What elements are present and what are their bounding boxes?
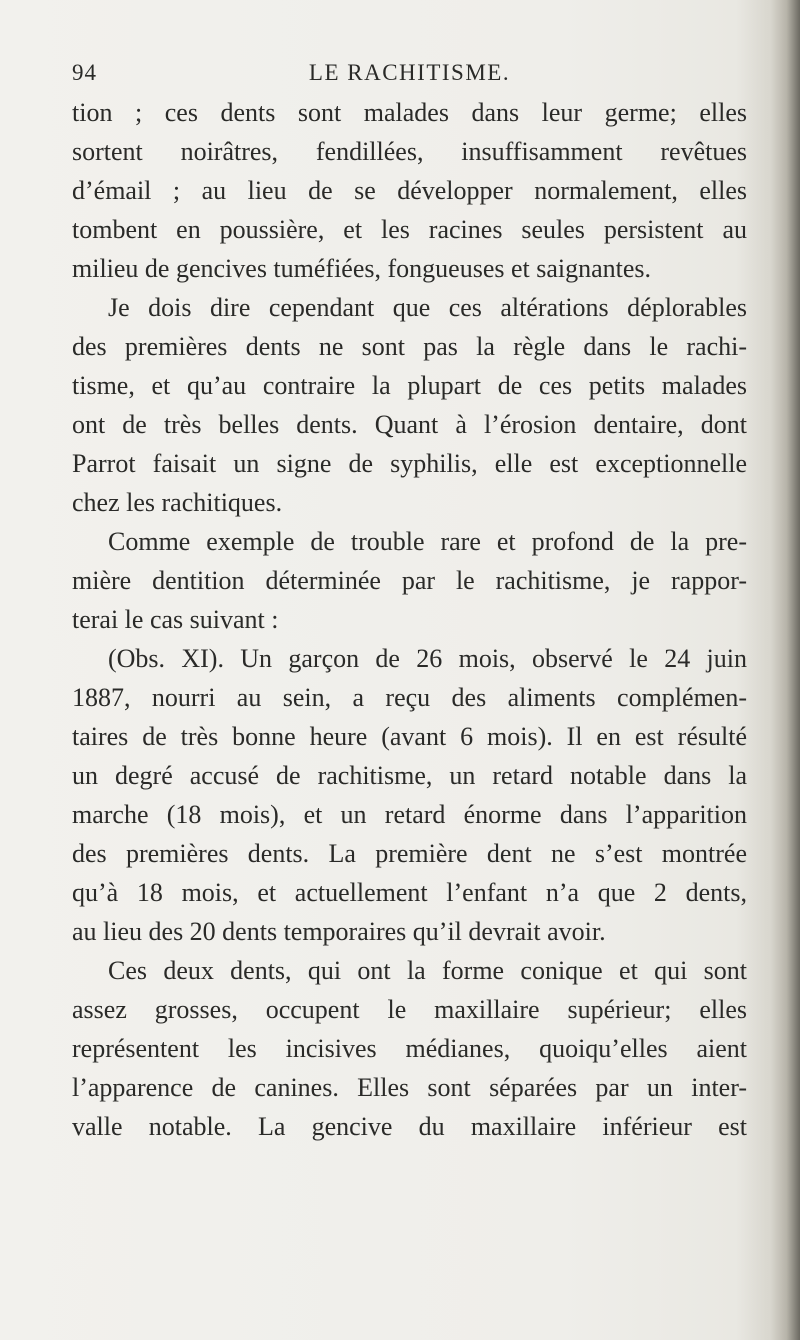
text-line: ont de très belles dents. Quant à l’érosion dentaire, dont: [72, 410, 747, 439]
text-line: représentent les incisives médianes, quoiqu’elles aient: [72, 1034, 747, 1063]
running-head: [72, 60, 747, 90]
text-line: Ces deux dents, qui ont la forme conique et qui sont: [108, 956, 747, 985]
text-line: Parrot faisait un signe de syphilis, elle est exceptionnelle: [72, 449, 747, 478]
text-line: d’émail ; au lieu de se développer normalement, elles: [72, 176, 747, 205]
text-line: assez grosses, occupent le maxillaire supérieur; elles: [72, 995, 747, 1024]
text-line: valle notable. La gencive du maxillaire inférieur est: [72, 1112, 747, 1141]
text-line: terai le cas suivant :: [72, 605, 279, 634]
text-line: taires de très bonne heure (avant 6 mois). Il en est résulté: [72, 722, 747, 751]
text-line: tion ; ces dents sont malades dans leur germe; elles: [72, 98, 747, 127]
text-line: 1887, nourri au sein, a reçu des aliments complémen-: [72, 683, 747, 712]
text-line: l’apparence de canines. Elles sont séparées par un inter-: [72, 1073, 747, 1102]
page-edge-shadow: [770, 0, 800, 1340]
running-title: LE RACHITISME.: [308, 60, 511, 85]
page-number: 94: [72, 60, 97, 85]
text-line: sortent noirâtres, fendillées, insuffisamment revêtues: [72, 137, 747, 166]
text-line: (Obs. XI). Un garçon de 26 mois, observé le 24 juin: [108, 644, 747, 673]
text-line: marche (18 mois), et un retard énorme dans l’apparition: [72, 800, 747, 829]
text-line: des premières dents. La première dent ne s’est montrée: [72, 839, 747, 868]
text-line: Comme exemple de trouble rare et profond de la pre-: [108, 527, 747, 556]
text-line: chez les rachitiques.: [72, 488, 283, 517]
text-line: tombent en poussière, et les racines seules persistent au: [72, 215, 747, 244]
text-line: un degré accusé de rachitisme, un retard notable dans la: [72, 761, 747, 790]
text-line: Je dois dire cependant que ces altérations déplorables: [108, 293, 747, 322]
body-text: [72, 93, 747, 1146]
text-line: tisme, et qu’au contraire la plupart de ces petits malades: [72, 371, 747, 400]
text-line: mière dentition déterminée par le rachitisme, je rappor-: [72, 566, 747, 595]
text-line: des premières dents ne sont pas la règle dans le rachi-: [72, 332, 747, 361]
text-line: milieu de gencives tuméfiées, fongueuses et saignantes.: [72, 254, 652, 283]
text-line: qu’à 18 mois, et actuellement l’enfant n’a que 2 dents,: [72, 878, 747, 907]
text-line: au lieu des 20 dents temporaires qu’il devrait avoir.: [72, 917, 606, 946]
